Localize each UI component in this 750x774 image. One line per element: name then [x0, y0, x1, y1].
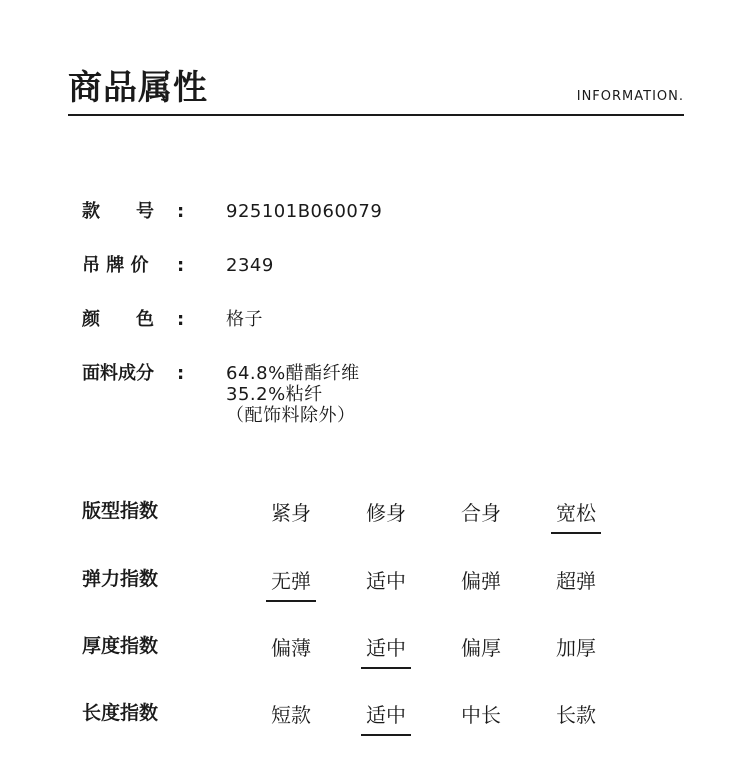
attribute-label: 颜 色 [82, 309, 154, 330]
attribute-value: 格子 [226, 309, 263, 330]
index-label: 长度指数 [82, 702, 159, 724]
attribute-value: 925101B060079 [226, 201, 383, 222]
section-title: 商品属性 [68, 68, 208, 108]
index-option: 修身 [366, 501, 406, 525]
index-label: 厚度指数 [82, 635, 159, 657]
attribute-label: 面料成分 [82, 363, 154, 384]
index-option-selected: 适中 [362, 702, 410, 728]
attribute-value: 2349 [226, 255, 274, 276]
attribute-value-line: （配饰料除外） [226, 405, 356, 426]
attribute-label: 款 号 [82, 201, 154, 222]
attribute-colon: : [177, 363, 185, 384]
index-option-selected: 宽松 [552, 500, 600, 526]
index-label: 版型指数 [82, 500, 159, 522]
index-option: 超弹 [556, 569, 596, 593]
section-subtitle: INFORMATION. [576, 89, 684, 104]
index-option: 加厚 [556, 636, 596, 660]
attribute-colon: : [177, 309, 185, 330]
section-header [68, 66, 684, 116]
index-label: 弹力指数 [82, 568, 159, 590]
index-row-fit [82, 498, 642, 538]
attribute-label: 吊 牌 价 [82, 255, 149, 276]
index-option-selected: 无弹 [267, 568, 315, 594]
attribute-colon: : [177, 255, 185, 276]
index-option: 长款 [556, 703, 596, 727]
index-option: 偏薄 [271, 636, 311, 660]
index-option: 短款 [271, 703, 311, 727]
index-option: 合身 [461, 501, 501, 525]
index-row-length [82, 700, 642, 740]
attribute-colon: : [177, 201, 185, 222]
attribute-value-line: 64.8%醋酯纤维 [226, 363, 360, 384]
attribute-value-line: 35.2%粘纤 [226, 384, 323, 405]
index-option: 偏弹 [461, 569, 501, 593]
index-row-thickness [82, 633, 642, 673]
index-option: 紧身 [271, 501, 311, 525]
index-option: 中长 [461, 703, 501, 727]
index-row-elasticity [82, 566, 642, 606]
index-option-selected: 适中 [362, 635, 410, 661]
index-option: 适中 [366, 569, 406, 593]
index-option: 偏厚 [461, 636, 501, 660]
